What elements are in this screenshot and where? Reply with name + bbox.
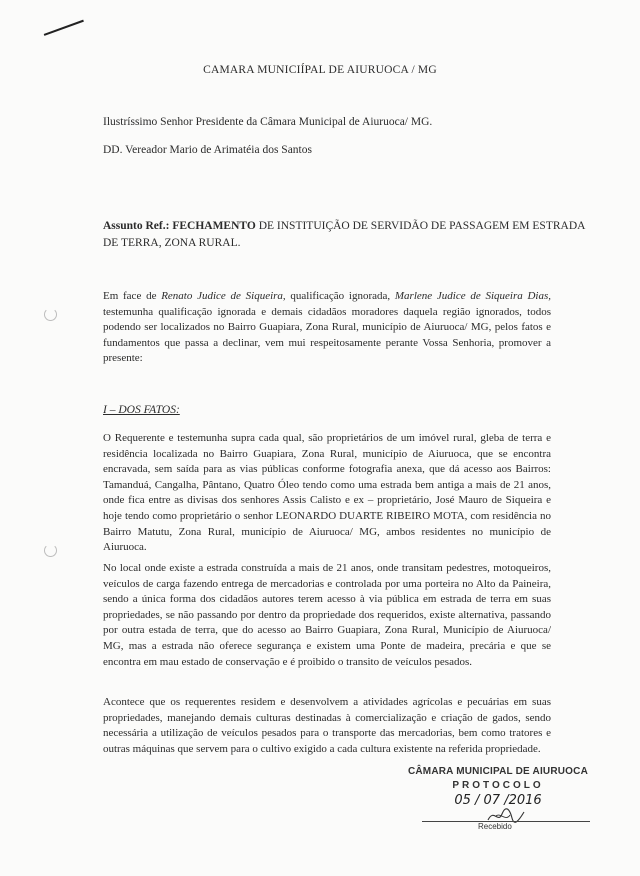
intro-name-1: Renato Judice de Siqueira,	[161, 290, 286, 302]
facts-paragraph-1: O Requerente e testemunha supra cada qual, são proprietários de um imóvel rural, gleba de terra e residência localizada no Bairro Guapiara, Zona Rural, município de Aiuruoca, que se encontra encravada, sem saída para as vias públicas conforme fotografia anexa, que dá acesso aos Bairros: Tamanduá, Cangalha, Pântano, Quatro Óleo tendo como uma estrada bem antiga a mais de 21 anos, onde fica entre as divisas dos senhores Assis Calisto e ex – proprietário, José Mauro de Siqueira e hoje tendo como proprietário o senhor LEONARDO DUARTE RIBEIRO MOTA, com residência no Bairro Matutu, Zona Rural, município de Aiuruoca/ MG, ambos residentes no município de Aiuruoca.	[103, 432, 551, 554]
stamp-date: 05 / 07 /2016	[454, 793, 542, 808]
stamp-institution: CÂMARA MUNICIPAL DE AIURUOCA	[407, 766, 589, 777]
intro-name-2: Marlene Judice de Siqueira Dias,	[394, 290, 552, 302]
punch-hole-bottom	[44, 544, 57, 557]
subject-line-2: DE TERRA, ZONA RURAL.	[103, 237, 241, 249]
intro-lead: Em face de	[103, 290, 162, 302]
salutation-line-2: DD. Vereador Mario de Arimatéia dos Santos	[103, 144, 312, 156]
subject-text-1: DE INSTITUIÇÃO DE SERVIDÃO DE PASSAGEM EM ESTRADA	[258, 220, 586, 232]
pen-mark	[44, 20, 84, 36]
stamp-received-label: Recebido	[478, 822, 512, 831]
stamp-protocol: PROTOCOLO	[452, 780, 544, 791]
section-heading: I – DOS FATOS:	[103, 404, 180, 416]
salutation-line-1: Ilustríssimo Senhor Presidente da Câmara Municipal de Aiuruoca/ MG.	[103, 116, 433, 128]
punch-hole-top	[44, 308, 57, 321]
intro-mid: qualificação ignorada,	[285, 290, 395, 302]
facts-paragraph-2: No local onde existe a estrada construída a mais de 21 anos, onde transitam pedestres, motoqueiros, veículos de carga fazendo entrega de mercadorias e controlada por uma porteira no Alto da Paineira, sendo a única forma dos cidadãos autores terem acesso à via pública em estrada de terra em suas propriedades, se não passando por dentro da propriedade dos requeridos, existe alternativa, passando por outra estada de terra, que do acesso ao Bairro Guapiara, Zona Rural, Município de Aiuruoca/ MG, mas a estrada não oferece segurança e existem uma Ponte de madeira, precária e que se encontra em mau estado de conservação e é proibido o transito de veículos pesados.	[103, 562, 551, 668]
subject-label: Assunto Ref.:	[103, 220, 170, 232]
intro-rest: testemunha qualificação ignorada e demais cidadãos moradores daquela região ignorados, todos podendo ser localizados no Bairro Guapiara, Zona Rural, município de Aiuruoca/ MG, pelos fatos e fundamentos que passa a declinar, vem mui respeitosamente perante Vossa Senhoria, promover a presente:	[103, 305, 551, 365]
subject-bold-term: FECHAMENTO	[172, 220, 256, 232]
facts-paragraph-3: Acontece que os requerentes residem e desenvolvem a atividades agrícolas e pecuárias em suas propriedades, manejando demais culturas destinadas à comercialização e criação de gados, sendo necessária a utilização de veículos pesados para o transporte das mercadorias, bem como tratores e outras máquinas que servem para o cultivo exigido a cada cultura existente na referida propriedade.	[103, 696, 551, 755]
protocol-stamp	[398, 766, 598, 831]
subject-line-1	[103, 220, 585, 232]
document-title: CAMARA MUNICIÍPAL DE AIURUOCA / MG	[203, 64, 437, 76]
intro-paragraph	[103, 289, 551, 367]
